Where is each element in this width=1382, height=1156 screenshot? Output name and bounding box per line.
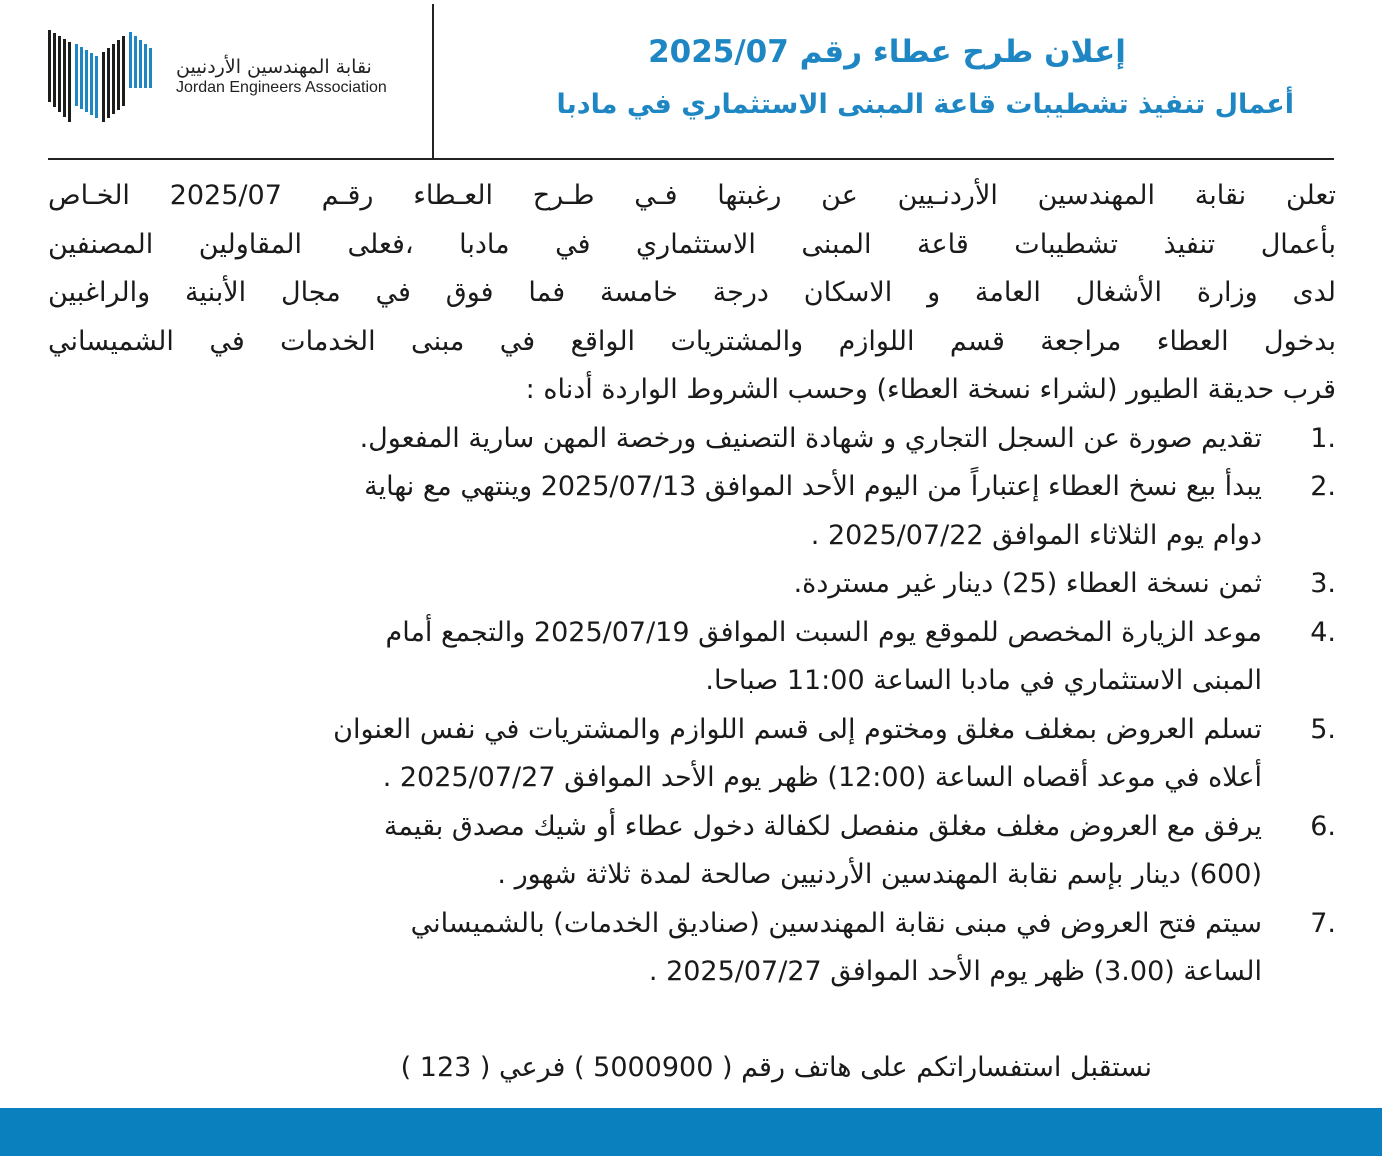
announcement-subtitle: أعمال تنفيذ تشطيبات قاعة المبنى الاستثماري في مادبا bbox=[556, 89, 1294, 120]
announcement-body bbox=[48, 172, 1336, 997]
header bbox=[0, 0, 1382, 160]
logo-name-english: Jordan Engineers Association bbox=[176, 79, 387, 96]
condition-line: تسلم العروض بمغلف مغلق ومختوم إلى قسم اللوازم والمشتريات في نفس العنوان bbox=[333, 713, 1262, 745]
condition-item-1 bbox=[48, 415, 1336, 464]
condition-item-4 bbox=[48, 609, 1336, 706]
condition-item-7 bbox=[48, 900, 1336, 997]
condition-item-6 bbox=[48, 803, 1336, 900]
condition-number: 1. bbox=[1310, 422, 1336, 454]
logo-name-arabic: نقابة المهندسين الأردنيين bbox=[176, 56, 372, 78]
condition-line: دوام يوم الثلاثاء الموافق 2025/07/22 . bbox=[810, 519, 1262, 551]
header-vertical-divider bbox=[432, 4, 434, 158]
header-horizontal-divider bbox=[48, 158, 1334, 160]
association-logo-icon bbox=[46, 30, 158, 126]
contact-info: نستقبل استفساراتكم على هاتف رقم ( 5000900 ) فرعي ( 123 ) bbox=[400, 1052, 1152, 1083]
condition-line: يرفق مع العروض مغلف مغلق منفصل لكفالة دخول عطاء أو شيك مصدق بقيمة bbox=[383, 810, 1262, 842]
condition-line: أعلاه في موعد أقصاه الساعة (12:00) ظهر يوم الأحد الموافق 2025/07/27 . bbox=[382, 762, 1262, 793]
condition-line: موعد الزيارة المخصص للموقع يوم السبت الموافق 2025/07/19 والتجمع أمام bbox=[385, 616, 1262, 648]
footer-bar bbox=[0, 1108, 1382, 1156]
intro-line: لدى وزارة الأشغال العامة و الاسكان درجة خامسة فما فوق في مجال الأبنية والراغبين bbox=[48, 277, 1336, 308]
intro-line: بدخول العطاء مراجعة قسم اللوازم والمشتريات الواقع في مبنى الخدمات في الشميساني bbox=[48, 325, 1336, 357]
condition-line: المبنى الاستثماري في مادبا الساعة 11:00 صباحا. bbox=[705, 665, 1262, 696]
intro-line: تعلن نقابة المهندسين الأردنـيين عن رغبتها فـي طـرح العـطاء رقـم 2025/07 الخـاص bbox=[48, 180, 1336, 211]
association-logo bbox=[46, 30, 426, 130]
condition-line: تقديم صورة عن السجل التجاري و شهادة التصنيف ورخصة المهن سارية المفعول. bbox=[359, 422, 1262, 454]
condition-number: 6. bbox=[1310, 810, 1336, 842]
condition-item-2 bbox=[48, 463, 1336, 560]
condition-number: 3. bbox=[1310, 568, 1336, 599]
condition-item-5 bbox=[48, 706, 1336, 803]
condition-line: (600) دينار بإسم نقابة المهندسين الأردنيين صالحة لمدة ثلاثة شهور . bbox=[497, 859, 1262, 890]
logo-text bbox=[176, 56, 416, 98]
condition-line: ثمن نسخة العطاء (25) دينار غير مستردة. bbox=[793, 568, 1262, 599]
condition-number: 7. bbox=[1310, 907, 1336, 939]
intro-line: قرب حديقة الطيور (لشراء نسخة العطاء) وحسب الشروط الواردة أدناه : bbox=[525, 374, 1336, 405]
title-block bbox=[450, 30, 1294, 126]
intro-paragraph bbox=[48, 172, 1336, 415]
condition-number: 4. bbox=[1310, 616, 1336, 648]
condition-number: 2. bbox=[1310, 471, 1336, 502]
condition-line: سيتم فتح العروض في مبنى نقابة المهندسين (صناديق الخدمات) بالشميساني bbox=[410, 907, 1262, 939]
condition-line: يبدأ بيع نسخ العطاء إعتباراً من اليوم الأحد الموافق 2025/07/13 وينتهي مع نهاية bbox=[364, 471, 1262, 502]
condition-number: 5. bbox=[1310, 713, 1336, 745]
announcement-title: إعلان طرح عطاء رقم 2025/07 bbox=[648, 34, 1126, 70]
conditions-list bbox=[48, 415, 1336, 997]
condition-line: الساعة (3.00) ظهر يوم الأحد الموافق 2025/07/27 . bbox=[648, 956, 1262, 987]
condition-item-3 bbox=[48, 560, 1336, 609]
intro-line: بأعمال تنفيذ تشطيبات قاعة المبنى الاستثماري في مادبا ،فعلى المقاولين المصنفين bbox=[48, 228, 1336, 260]
